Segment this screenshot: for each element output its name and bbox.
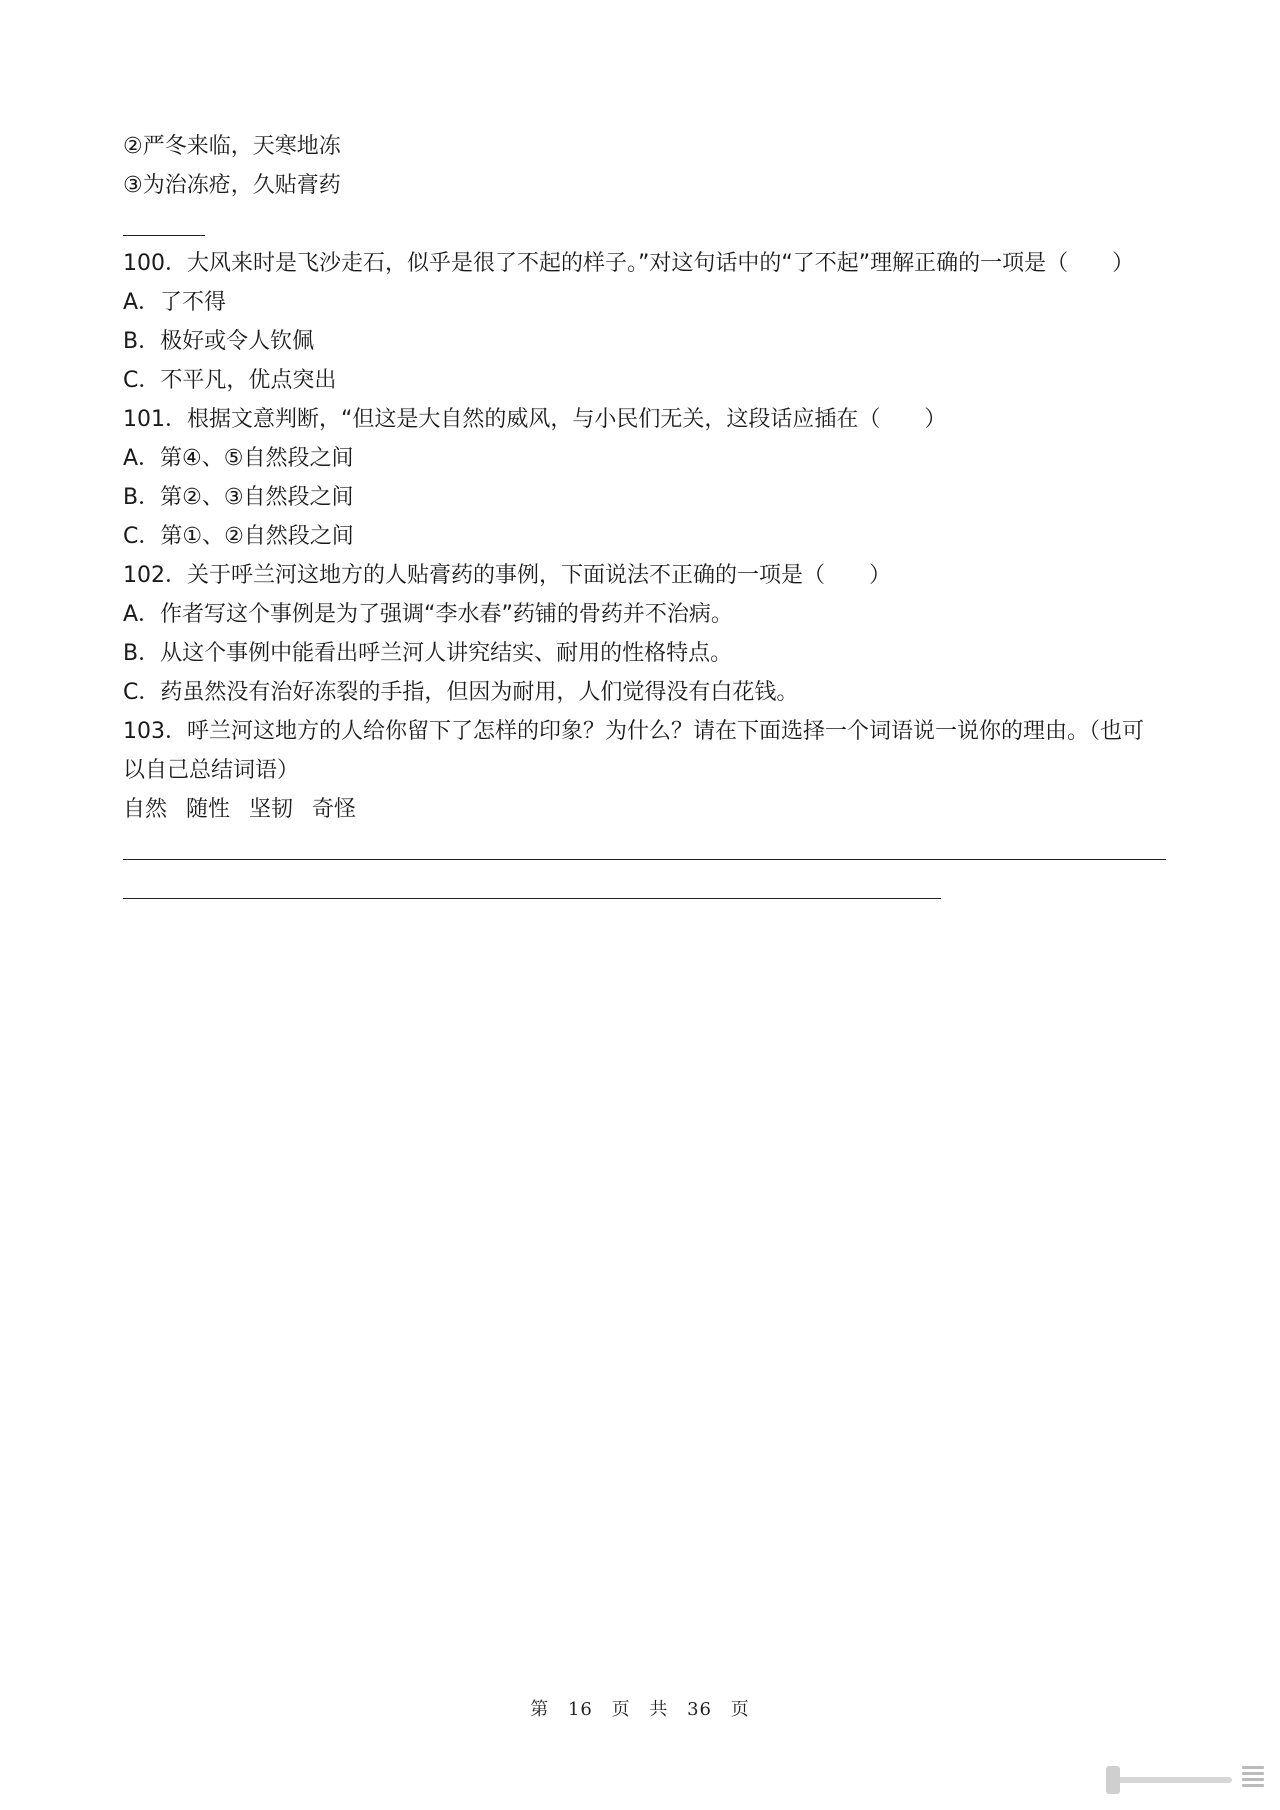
question-101-option-a: A．第④、⑤自然段之间 xyxy=(123,446,354,471)
footer-gong: 共 xyxy=(649,1699,669,1720)
word-choice: 自然 xyxy=(123,797,168,822)
question-102-option-a: A．作者写这个事例是为了强调“李水春”药铺的骨药并不治病。 xyxy=(123,602,733,627)
question-101-option-b: B．第②、③自然段之间 xyxy=(123,485,354,510)
question-100-option-a: A．了不得 xyxy=(123,290,227,315)
question-100-option-c: C．不平凡，优点突出 xyxy=(123,368,337,393)
question-101-stem: 101．根据文意判断，“但这是大自然的威风，与小民们无关，这段话应插在（ ） xyxy=(123,407,947,432)
text-line: ③为治冻疮，久贴膏药 xyxy=(123,173,341,198)
question-100-option-b: B．极好或令人钦佩 xyxy=(123,329,315,354)
word-choice: 坚韧 xyxy=(249,797,294,822)
footer-ye: 页 xyxy=(730,1699,750,1720)
word-choice: 奇怪 xyxy=(312,797,357,822)
question-102-stem: 102．关于呼兰河这地方的人贴膏药的事例，下面说法不正确的一项是（ ） xyxy=(123,563,891,588)
question-103-word-choices xyxy=(123,790,1173,829)
question-102-option-c: C．药虽然没有治好冻裂的手指，但因为耐用，人们觉得没有白花钱。 xyxy=(123,680,799,705)
menu-icon[interactable] xyxy=(1098,1760,1268,1798)
word-choice: 随性 xyxy=(186,797,231,822)
blank-underline xyxy=(123,205,205,244)
footer-total-pages: 36 xyxy=(687,1699,712,1720)
hamburger-icon[interactable] xyxy=(1242,1766,1264,1792)
answer-line xyxy=(123,829,1173,868)
question-100-stem: 100．大风来时是飞沙走石，似乎是很了不起的样子。”对这句话中的“了不起”理解正确的一项是（ ） xyxy=(123,251,1135,276)
question-102-option-b: B．从这个事例中能看出呼兰河人讲究结实、耐用的性格特点。 xyxy=(123,641,733,666)
footer-page-number: 16 xyxy=(567,1699,593,1720)
slider-handle[interactable] xyxy=(1106,1766,1120,1794)
answer-line xyxy=(123,868,1173,907)
footer-ye: 页 xyxy=(611,1699,631,1720)
question-103-stem-continued: 以自己总结词语） xyxy=(123,758,300,783)
question-103-stem: 103．呼兰河这地方的人给你留下了怎样的印象？为什么？请在下面选择一个词语说一说你的理由。（也可 xyxy=(123,719,1144,744)
text-line: ②严冬来临，天寒地冻 xyxy=(123,134,341,159)
footer-di: 第 xyxy=(530,1699,550,1720)
question-101-option-c: C．第①、②自然段之间 xyxy=(123,524,354,549)
slider-track xyxy=(1112,1777,1232,1783)
page-footer xyxy=(0,1695,1280,1721)
page-content xyxy=(123,127,1173,907)
